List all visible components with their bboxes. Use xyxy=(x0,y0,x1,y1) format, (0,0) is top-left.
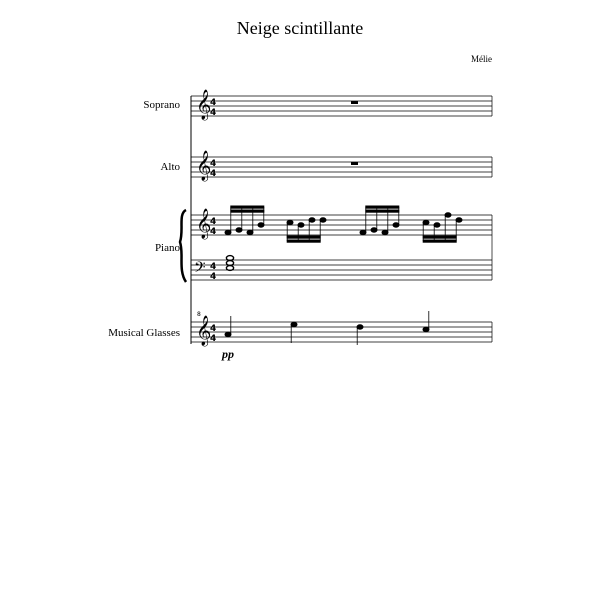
whole-rest-icon xyxy=(351,162,358,165)
staff-alto xyxy=(191,157,492,177)
time-signature-top: 4 xyxy=(210,324,217,334)
treble-clef-icon: 𝄞 xyxy=(196,90,212,120)
time-signature-top: 4 xyxy=(210,98,217,108)
instrument-label-soprano: Soprano xyxy=(143,99,180,111)
whole-chord xyxy=(226,256,233,271)
octave-mark: 8 xyxy=(197,311,201,318)
sixteenth-notes xyxy=(225,206,462,242)
instrument-label-alto: Alto xyxy=(160,161,180,173)
time-signature-top: 4 xyxy=(210,262,217,272)
bass-clef-icon: 𝄢 xyxy=(194,259,206,280)
piano-brace-icon xyxy=(180,210,186,282)
instrument-label-piano: Piano xyxy=(154,242,180,254)
staff-piano-bass xyxy=(191,260,492,280)
quarter-notes xyxy=(225,311,429,345)
time-signature-bottom: 4 xyxy=(210,227,217,237)
whole-rest-icon xyxy=(351,101,358,104)
staff-soprano xyxy=(191,96,492,116)
treble-clef-icon: 𝄞 xyxy=(196,316,212,346)
time-signature-top: 4 xyxy=(210,217,217,227)
time-signature-bottom: 4 xyxy=(210,169,217,179)
instrument-label-musical-glasses: Musical Glasses xyxy=(108,327,180,339)
time-signature-bottom: 4 xyxy=(210,272,217,282)
composer-name: Mélie xyxy=(471,54,492,64)
treble-clef-icon: 𝄞 xyxy=(196,209,212,239)
score-title: Neige scintillante xyxy=(236,18,364,38)
time-signature-bottom: 4 xyxy=(210,108,217,118)
time-signature-top: 4 xyxy=(210,159,217,169)
time-signature-bottom: 4 xyxy=(210,334,217,344)
treble-clef-icon: 𝄞 xyxy=(196,151,212,181)
staff-musical-glasses xyxy=(191,322,492,342)
dynamic-marking: pp xyxy=(222,347,234,361)
